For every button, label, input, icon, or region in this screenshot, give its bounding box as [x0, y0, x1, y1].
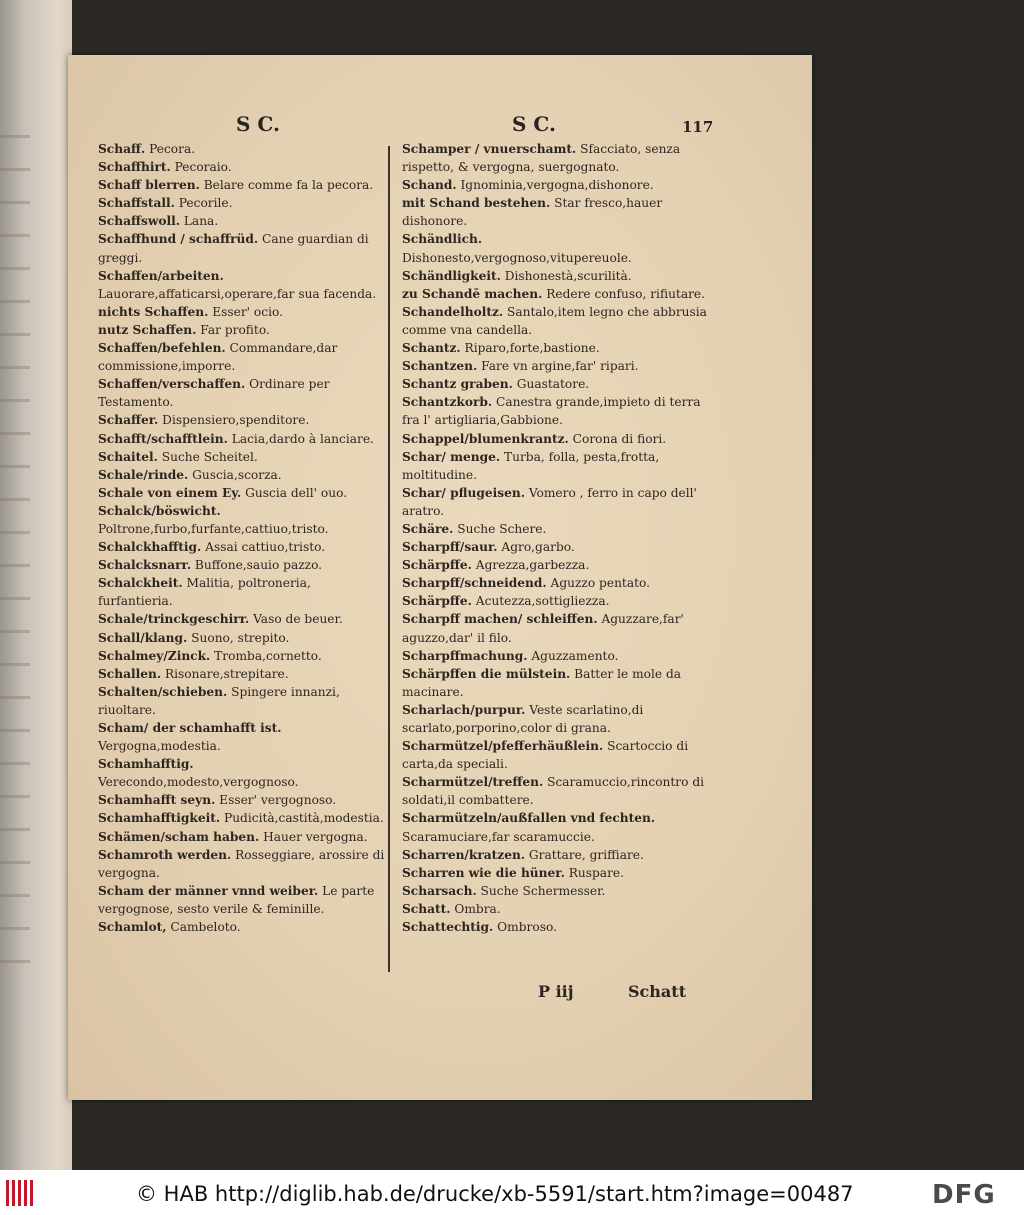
- entry-definition: Grattare, griffiare.: [525, 847, 644, 862]
- entry-term: Scharmützel/treffen.: [402, 775, 544, 790]
- entry-term: Schamhafftigkeit.: [98, 811, 221, 826]
- running-header-right: S C.: [512, 112, 556, 136]
- entry-definition: Santalo,item legno che abbrusia comme vna candella.: [402, 304, 707, 337]
- hab-logo-icon: [6, 1180, 36, 1206]
- entry-term: Schalck/böswicht.: [98, 503, 221, 518]
- entry-term: Schalten/schieben.: [98, 684, 228, 699]
- entry-term: Schall/klang.: [98, 630, 188, 645]
- entry-definition: Ruspare.: [564, 865, 624, 880]
- dictionary-entry: [402, 194, 710, 230]
- entry-term: nutz Schaffen.: [98, 322, 197, 337]
- entry-term: Scharlach/purpur.: [402, 702, 526, 717]
- entry-term: Schändligkeit.: [402, 268, 501, 283]
- dictionary-entry: [402, 574, 710, 592]
- entry-term: Schaffhirt.: [98, 160, 171, 175]
- dictionary-entry: [402, 430, 710, 448]
- dictionary-entry: [98, 267, 388, 303]
- entry-definition: Buffone,sauio pazzo.: [191, 558, 323, 573]
- entry-term: Scharpff/schneidend.: [402, 576, 547, 591]
- entry-term: Schaffer.: [98, 413, 159, 428]
- dictionary-entry: [98, 375, 388, 411]
- entry-definition: Fare vn argine,far' ripari.: [477, 359, 639, 374]
- entry-definition: Commandare,dar commissione,imporre.: [98, 341, 338, 374]
- dictionary-entry: [98, 448, 388, 466]
- entry-definition: Suche Scheitel.: [157, 449, 258, 464]
- entry-term: Schar/ pflugeisen.: [402, 485, 525, 500]
- dictionary-entry: [402, 882, 710, 900]
- entry-term: Schaffhund / schaffrüd.: [98, 232, 259, 247]
- entry-definition: Rosseggiare, arossire di vergogna.: [98, 847, 385, 880]
- entry-term: Schatt.: [402, 901, 451, 916]
- entry-definition: Vergogna,modestia.: [98, 739, 221, 754]
- dictionary-entry: [402, 864, 710, 882]
- entry-definition: Ombroso.: [493, 920, 557, 935]
- entry-definition: Agro,garbo.: [497, 540, 575, 555]
- entry-term: Schalckhafftig.: [98, 540, 202, 555]
- entry-definition: Pecora.: [145, 142, 196, 156]
- entry-definition: Cane guardian di greggi.: [98, 232, 369, 265]
- dictionary-entry: [402, 918, 710, 936]
- entry-term: Schattechtig.: [402, 920, 494, 935]
- entry-term: Schantz graben.: [402, 377, 513, 392]
- entry-definition: Lauorare,affaticarsi,operare,far sua facenda.: [98, 286, 377, 301]
- dictionary-entry: [98, 719, 388, 755]
- entry-term: Schaffstall.: [98, 196, 175, 211]
- dictionary-entry: [402, 339, 710, 357]
- entry-definition: Sfacciato, senza rispetto, & vergogna, suergognato.: [402, 142, 681, 175]
- entry-definition: Acutezza,sottigliezza.: [471, 594, 610, 609]
- dictionary-entry: [98, 158, 388, 176]
- entry-definition: Turba, folla, pesta,frotta, moltitudine.: [402, 449, 660, 482]
- entry-definition: Riparo,forte,bastione.: [460, 341, 600, 356]
- dictionary-entry: [402, 665, 710, 701]
- entry-definition: Risonare,strepitare.: [161, 666, 289, 681]
- dictionary-entry: [402, 303, 710, 339]
- dictionary-entry: [402, 647, 710, 665]
- entry-definition: Scaramuccio,rincontro di soldati,il combattere.: [402, 775, 705, 808]
- adjacent-page-text-fragments: [0, 105, 30, 985]
- dictionary-entry: [402, 448, 710, 484]
- entry-term: Schantzen.: [402, 359, 478, 374]
- running-header-left: S C.: [236, 112, 280, 136]
- entry-term: Schamroth werden.: [98, 847, 232, 862]
- entry-definition: Ombra.: [450, 901, 501, 916]
- entry-definition: Pecorile.: [174, 196, 233, 211]
- dictionary-entry: [98, 430, 388, 448]
- entry-term: Scharsach.: [402, 883, 477, 898]
- entry-term: Schaff blerren.: [98, 178, 200, 193]
- dictionary-entry: [402, 773, 710, 809]
- entry-term: Schale von einem Ey.: [98, 485, 242, 500]
- dictionary-entry: [402, 393, 710, 429]
- entry-definition: Tromba,cornetto.: [210, 648, 322, 663]
- entry-term: Schaff.: [98, 142, 146, 156]
- dictionary-entry: [98, 230, 388, 266]
- entry-term: Schappel/blumenkrantz.: [402, 431, 569, 446]
- dictionary-entry: [98, 212, 388, 230]
- dictionary-entry: [402, 701, 710, 737]
- entry-definition: Guscia,scorza.: [188, 467, 282, 482]
- entry-term: Schaffswoll.: [98, 214, 180, 229]
- entry-term: Schärpffen die mülstein.: [402, 666, 571, 681]
- entry-definition: Verecondo,modesto,vergognoso.: [98, 775, 299, 790]
- entry-definition: Ignominia,vergogna,dishonore.: [456, 178, 654, 193]
- dictionary-entry: [98, 574, 388, 610]
- entry-definition: Suche Schermesser.: [476, 883, 606, 898]
- entry-definition: Dishonesto,vergognoso,vitupereuole.: [402, 250, 632, 265]
- dictionary-entry: [98, 321, 388, 339]
- entry-definition: Batter le mole da macinare.: [402, 666, 682, 699]
- dictionary-entry: [98, 339, 388, 375]
- dictionary-entry: [402, 737, 710, 773]
- dictionary-entry: [98, 647, 388, 665]
- dictionary-entry: [98, 466, 388, 484]
- entry-term: Schantz.: [402, 341, 461, 356]
- copyright-source-url[interactable]: © HAB http://diglib.hab.de/drucke/xb-5591/start.htm?image=00487: [136, 1182, 854, 1206]
- entry-definition: Esser' ocio.: [208, 304, 283, 319]
- dictionary-entry: [402, 484, 710, 520]
- entry-definition: Pecoraio.: [170, 160, 232, 175]
- dictionary-entry: [98, 176, 388, 194]
- entry-definition: Redere confuso, rifiutare.: [542, 286, 706, 301]
- dictionary-entry: [98, 828, 388, 846]
- dictionary-entry: [98, 846, 388, 882]
- entry-definition: Suono, strepito.: [187, 630, 290, 645]
- dictionary-entry: [98, 140, 388, 158]
- dictionary-entry: [98, 194, 388, 212]
- dictionary-entry: [98, 665, 388, 683]
- entry-definition: Suche Schere.: [453, 521, 547, 536]
- entry-definition: Aguzzare,far' aguzzo,dar' il filo.: [402, 612, 684, 645]
- dictionary-entry: [402, 556, 710, 574]
- entry-term: nichts Schaffen.: [98, 304, 209, 319]
- entry-definition: Lacia,dardo à lanciare.: [227, 431, 374, 446]
- entry-definition: Vomero , ferro in capo dell' aratro.: [402, 485, 697, 518]
- entry-term: Scharpffmachung.: [402, 648, 528, 663]
- dictionary-entry: [402, 846, 710, 864]
- entry-term: Scharren wie die hüner.: [402, 865, 565, 880]
- entry-term: mit Schand bestehen.: [402, 196, 551, 211]
- entry-term: Scharmützeln/außfallen vnd fechten.: [402, 811, 656, 826]
- entry-definition: Vaso de beuer.: [249, 612, 343, 627]
- entry-definition: Dispensiero,spenditore.: [158, 413, 310, 428]
- dictionary-entry: [402, 357, 710, 375]
- entry-term: Schar/ menge.: [402, 449, 501, 464]
- dictionary-entry: [98, 882, 388, 918]
- dictionary-entry: [98, 411, 388, 429]
- dictionary-entry: [402, 267, 710, 285]
- dictionary-entry: [402, 230, 710, 266]
- catchword: Schatt: [628, 982, 687, 1001]
- dictionary-column-right: [402, 140, 710, 936]
- entry-term: Schaitel.: [98, 449, 158, 464]
- dfg-logo: DFG: [932, 1180, 996, 1210]
- entry-term: Schaffen/befehlen.: [98, 341, 226, 356]
- entry-definition: Dishonestà,scurilità.: [500, 268, 632, 283]
- entry-term: Schämen/scham haben.: [98, 829, 260, 844]
- entry-term: Scham/ der schamhafft ist.: [98, 721, 282, 735]
- entry-term: Scharmützel/pfefferhäußlein.: [402, 739, 604, 754]
- column-divider: [388, 146, 390, 972]
- entry-definition: Malitia, poltroneria, furfantieria.: [98, 576, 311, 609]
- dictionary-entry: [402, 592, 710, 610]
- dictionary-entry: [402, 610, 710, 646]
- dictionary-entry: [402, 538, 710, 556]
- entry-term: Schandelholtz.: [402, 304, 504, 319]
- dictionary-entry: [98, 538, 388, 556]
- dictionary-entry: [402, 900, 710, 918]
- entry-definition: Esser' vergognoso.: [215, 793, 337, 808]
- entry-definition: Cambeloto.: [166, 920, 241, 935]
- entry-term: Schaffen/arbeiten.: [98, 268, 224, 283]
- dictionary-entry: [402, 375, 710, 393]
- dictionary-entry: [402, 809, 710, 845]
- entry-definition: Spingere innanzi, riuoltare.: [98, 684, 340, 717]
- dictionary-entry: [98, 683, 388, 719]
- entry-definition: Hauer vergogna.: [259, 829, 368, 844]
- dictionary-entry: [402, 285, 710, 303]
- dictionary-entry: [98, 629, 388, 647]
- entry-definition: Veste scarlatino,di scarlato,porporino,color di grana.: [402, 702, 644, 735]
- entry-term: Schändlich.: [402, 232, 483, 247]
- dictionary-entry: [98, 809, 388, 827]
- entry-definition: Guscia dell' ouo.: [241, 485, 348, 500]
- entry-term: Schamper / vnuerschamt.: [402, 142, 577, 156]
- entry-definition: Agrezza,garbezza.: [471, 558, 590, 573]
- entry-term: Schale/trinckgeschirr.: [98, 612, 250, 627]
- dictionary-entry: [402, 520, 710, 538]
- dictionary-entry: [98, 791, 388, 809]
- entry-term: Schäre.: [402, 521, 454, 536]
- dictionary-entry: [98, 556, 388, 574]
- entry-term: Schallen.: [98, 666, 162, 681]
- entry-definition: Guastatore.: [512, 377, 590, 392]
- entry-definition: Belare comme fa la pecora.: [199, 178, 374, 193]
- entry-term: Schamhafft seyn.: [98, 793, 216, 808]
- dictionary-entry: [402, 176, 710, 194]
- entry-term: Schalcksnarr.: [98, 558, 192, 573]
- entry-definition: Ordinare per Testamento.: [98, 377, 330, 410]
- entry-term: Schamhafftig.: [98, 757, 194, 772]
- entry-definition: Far profito.: [196, 322, 270, 337]
- entry-definition: Corona di fiori.: [568, 431, 667, 446]
- entry-term: Schafft/schafftlein.: [98, 431, 228, 446]
- dictionary-entry: [402, 140, 710, 176]
- entry-term: Scharren/kratzen.: [402, 847, 526, 862]
- entry-definition: Aguzzo pentato.: [546, 576, 650, 591]
- entry-definition: Poltrone,furbo,furfante,cattiuo,tristo.: [98, 521, 329, 536]
- entry-definition: Lana.: [179, 214, 219, 229]
- entry-term: zu Schandē machen.: [402, 286, 543, 301]
- entry-term: Schale/rinde.: [98, 467, 189, 482]
- entry-term: Schaffen/verschaffen.: [98, 377, 246, 392]
- entry-definition: Canestra grande,impieto di terra fra l' artigliaria,Gabbione.: [402, 395, 701, 428]
- dictionary-entry: [98, 484, 388, 502]
- entry-term: Schamlot,: [98, 920, 167, 935]
- dictionary-entry: [98, 918, 388, 936]
- dictionary-entry: [98, 755, 388, 791]
- entry-definition: Le parte vergognose, sesto verile & feminille.: [98, 883, 375, 916]
- signature-mark: P iij: [538, 982, 574, 1001]
- entry-term: Scharpff/saur.: [402, 540, 498, 555]
- entry-definition: Assai cattiuo,tristo.: [201, 540, 326, 555]
- entry-definition: Pudicità,castità,modestia.: [220, 811, 384, 826]
- dictionary-entry: [98, 610, 388, 628]
- entry-term: Schärpffe.: [402, 558, 472, 573]
- entry-definition: Scaramuciare,far scaramuccie.: [402, 829, 595, 844]
- entry-term: Schalckheit.: [98, 576, 183, 591]
- entry-term: Scharpff machen/ schleiffen.: [402, 612, 598, 627]
- dictionary-entry: [98, 502, 388, 538]
- entry-definition: Star fresco,hauer dishonore.: [402, 196, 663, 229]
- entry-definition: Scartoccio di carta,da speciali.: [402, 739, 689, 772]
- entry-term: Scham der männer vnnd weiber.: [98, 883, 319, 898]
- entry-term: Schärpffe.: [402, 594, 472, 609]
- entry-term: Schand.: [402, 178, 457, 193]
- entry-definition: Aguzzamento.: [527, 648, 619, 663]
- dictionary-column-left: [98, 140, 388, 936]
- entry-term: Schantzkorb.: [402, 395, 493, 410]
- entry-term: Schalmey/Zinck.: [98, 648, 211, 663]
- page-number: 117: [682, 118, 714, 136]
- dictionary-entry: [98, 303, 388, 321]
